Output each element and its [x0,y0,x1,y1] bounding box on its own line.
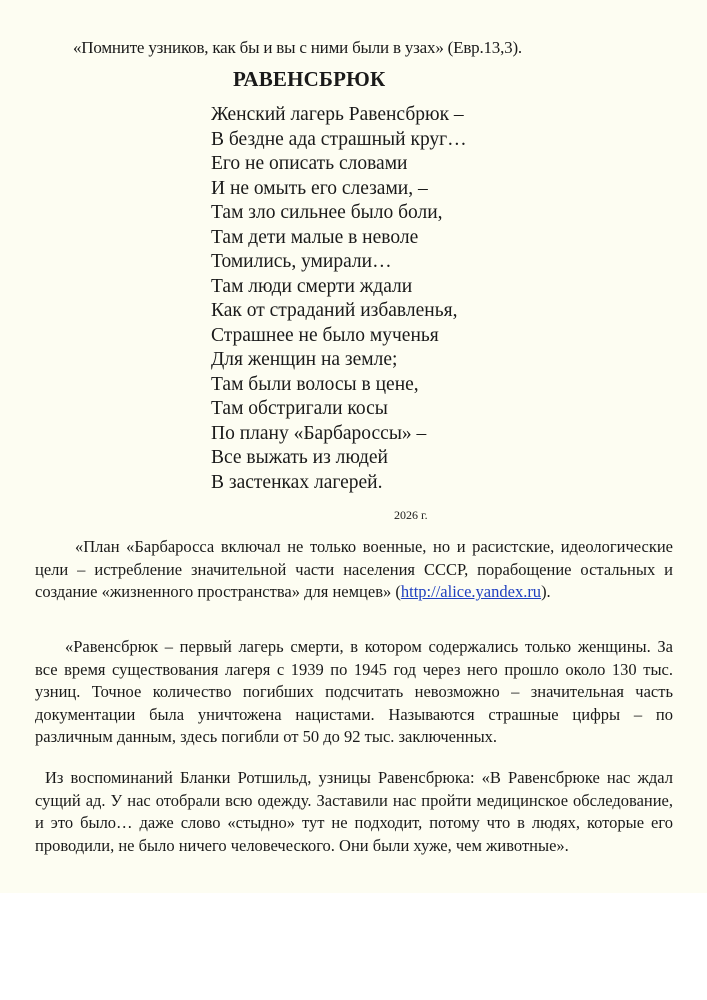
poem-line: Томились, умирали… [211,251,392,272]
poem-line: Там были волосы в цене, [211,373,419,395]
poem [211,103,467,495]
source-link[interactable]: http://alice.yandex.ru [400,582,542,602]
poem-line: Страшнее не было мученья [211,324,439,346]
poem-title: РАВЕНСБРЮК [233,67,386,91]
poem-line: Там дети малые в неволе [211,226,419,248]
poem-year: 2026 г. [394,508,428,522]
poem-line: Женский лагерь Равенсбрюк – [211,104,464,125]
poem-line: Его не описать словами [211,153,408,174]
paragraph-rothschild [35,767,673,857]
poem-line: В застенках лагерей. [211,471,383,493]
paragraph-barbarossa [35,536,673,604]
poem-line: В бездне ада страшный круг… [211,128,467,150]
poem-line: Для женщин на земле; [211,349,398,370]
poem-line: Как от страданий избавленья, [211,300,458,321]
poem-line: Все выжать из людей [211,447,388,468]
epigraph: «Помните узников, как бы и вы с ними были в узах» (Евр.13,3). [73,38,522,57]
paragraph-text: Из воспоминаний Бланки Ротшильд, узницы Равенсбрюка: «В Равенсбрюке нас ждал сущий ад. У нас отобрали всю одежду. Заставили нас пройти медицинское обследование, и это было… даже слово «стыдно» тут не подходит, потому что в людях, которые его проводили, не было ничего человеческого. Они были хуже, чем животные». [35,768,673,855]
open-paren: ( [395,582,401,602]
poem-line: Там зло сильнее было боли, [211,202,443,223]
paragraph-text: «План «Барбаросса включал не только военные, но и расистские, идеологические цели – истребление значительной части населения СССР, порабощение остальных и создание «жизненного пространства» для немцев» [35,537,673,602]
poem-line: Там обстригали косы [211,398,388,419]
poem-line: И не омыть его слезами, – [211,177,428,199]
close-punctuation: ). [541,582,551,602]
paragraph-ravensbruck: «Равенсбрюк – первый лагерь смерти, в котором содержались только женщины. За все время существования лагеря с 1939 по 1945 год через него прошло около 130 тыс. узниц. Точное количество погибших подсчитать невозможно – значительная часть документации была уничтожена нацистами. Называются страшные цифры – по различным данным, здесь погибли от 50 до 92 тыс. заключенных. [35,637,673,747]
poem-line: По плану «Барбароссы» – [211,422,427,444]
poem-line: Там люди смерти ждали [211,275,413,297]
